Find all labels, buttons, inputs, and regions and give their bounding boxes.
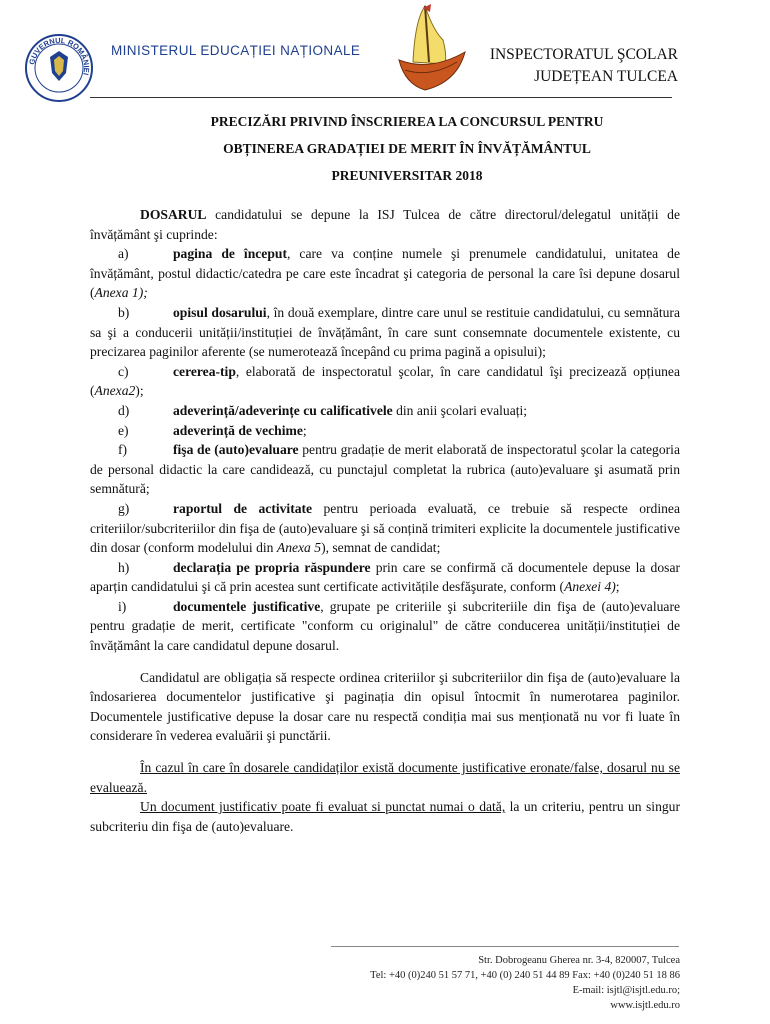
item-bold-term: documentele justificative xyxy=(173,598,321,614)
requirements-list xyxy=(90,244,680,655)
inspectorate-line2: JUDEȚEAN TULCEA xyxy=(534,68,678,85)
item-bold-term: cererea-tip xyxy=(173,363,236,379)
item-label: h) xyxy=(118,559,130,575)
document-body xyxy=(90,205,680,836)
footer-email: E-mail: isjtl@isjtl.edu.ro; xyxy=(572,985,680,996)
intro-text: candidatului se depune la ISJ Tulcea de către directorul/delegatul unității de învățământ şi cuprinde: xyxy=(90,207,680,242)
item-label: g) xyxy=(118,500,130,516)
boat-logo xyxy=(385,0,475,95)
intro-paragraph xyxy=(90,205,680,244)
list-item xyxy=(90,558,680,597)
list-item xyxy=(90,303,680,362)
item-label: i) xyxy=(118,598,127,614)
item-annex-ref: Anexa 1); xyxy=(94,285,148,301)
title-line1: PRECIZĂRI PRIVIND ÎNSCRIEREA LA CONCURSUL PENTRU xyxy=(210,114,604,129)
ministry-seal-logo xyxy=(24,33,94,103)
item-text: prin care se confirmă că documentele depuse la dosar aparțin candidatului şi că prin acestea sunt certificate activitățile desfăşurate, conform ( xyxy=(90,559,680,595)
footer-phones: Tel: +40 (0)240 51 57 71, +40 (0) 240 51 44 89 Fax: +40 (0)240 51 18 86 xyxy=(370,970,680,981)
inspectorate-line1: INSPECTORATUL ŞCOLAR xyxy=(489,46,678,63)
svg-text:GUVERNUL ROMÂNIEI: GUVERNUL ROMÂNIEI xyxy=(27,35,92,77)
list-item xyxy=(90,362,680,401)
item-text: , grupate pe criteriile şi subcriteriile din fişa de (auto)evaluare pentru gradație de merit, certificate "conform cu originalul" de către conducerea unității/instituției de învățământ la care candidatul depune dosarul. xyxy=(90,598,681,654)
title-line3: PREUNIVERSITAR 2018 xyxy=(331,168,483,183)
list-item xyxy=(90,421,680,441)
item-label: a) xyxy=(118,246,129,262)
item-tail: ), semnat de candidat; xyxy=(321,540,441,556)
footer-web: www.isjtl.edu.ro xyxy=(610,1000,680,1011)
item-bold-term: opisul dosarului xyxy=(173,304,267,320)
item-text: , care va conține numele şi prenumele candidatului, unitatea de învățământ, postul didactic/catedra pe care este încadrat şi categoria de personal la care îsi depune dosarul ( xyxy=(90,246,680,301)
title-line2: OBȚINEREA GRADAȚIEI DE MERIT ÎN ÎNVĂȚĂMÂNTUL xyxy=(223,141,591,156)
single-evaluation-rest: la un criteriu, pentru un singur subcriteriu din fişa de (auto)evaluare. xyxy=(90,799,680,834)
footer-address: Str. Dobrogeanu Gherea nr. 3-4, 820007, Tulcea xyxy=(478,955,680,966)
item-bold-term: adeverință/adeverințe cu calificativele xyxy=(173,402,393,418)
list-item xyxy=(90,499,680,558)
inspectorate-name xyxy=(490,44,678,88)
item-text: , în două exemplare, dintre care unul se restituie candidatului, cu semnătura sa şi a conducerii unității/instituției de învățământ, în care sunt consemnate documentele existente, cu precizarea paginilor aferente (se numerotează începând cu prima pagină a opisului); xyxy=(90,304,680,360)
single-evaluation-underlined: Un document justificativ poate fi evaluat si punctat numai o dată, xyxy=(140,799,506,815)
item-bold-term: declarația pe propria răspundere xyxy=(173,559,371,575)
footer-rule xyxy=(331,946,679,947)
item-text: pentru gradație de merit elaborată de inspectoratul şcolar la categoria de personal didactic la care candidează, cu punctajul completat la rubrica (auto)evaluare şi asumată prin semnătură; xyxy=(90,442,680,497)
list-item xyxy=(90,440,680,499)
paragraph-single-evaluation xyxy=(90,797,680,836)
item-bold-term: adeverință de vechime xyxy=(173,422,303,438)
item-label: d) xyxy=(118,402,130,418)
paragraph-order: Candidatul are obligația să respecte ordinea criteriilor şi subcriteriilor din fişa de (auto)evaluare la îndosarierea documentelor justificative şi paginația din opisul întocmit în numerotarea paginilor. Documentele justificative depuse la dosar care nu respectă condiția mai sus menționată nu vor fi luate în considerare în vederea evaluării şi punctării. xyxy=(90,669,680,744)
item-bold-term: fişa de (auto)evaluare xyxy=(173,442,299,458)
item-annex-ref: Anexa 5 xyxy=(276,540,322,556)
list-item xyxy=(90,244,680,303)
item-label: c) xyxy=(118,363,129,379)
list-item xyxy=(90,401,680,421)
document-title xyxy=(90,108,724,189)
list-item xyxy=(90,597,680,656)
header-rule xyxy=(90,97,672,98)
paragraph-false-documents: În cazul în care în dosarele candidaților există documente justificative eronate/false, dosarul nu se evaluează. xyxy=(90,760,680,795)
item-tail: ; xyxy=(615,579,620,595)
item-bold-term: pagina de început xyxy=(173,246,287,262)
footer-contact xyxy=(370,953,680,1013)
item-label: f) xyxy=(118,442,128,458)
intro-bold: DOSARUL xyxy=(140,207,207,222)
item-annex-ref: Anexei 4) xyxy=(564,579,616,595)
item-annex-ref: Anexa2 xyxy=(94,383,136,399)
item-text: ; xyxy=(302,422,307,438)
item-tail: ); xyxy=(135,383,144,399)
item-label: b) xyxy=(118,304,130,320)
ministry-name: MINISTERUL EDUCAȚIEI NAȚIONALE xyxy=(111,43,361,58)
item-label: e) xyxy=(118,422,129,438)
item-text: , elaborată de inspectoratul şcolar, în care candidatul îşi precizează opțiunea ( xyxy=(90,363,680,399)
item-text: din anii şcolari evaluați; xyxy=(392,402,528,418)
item-text: pentru perioada evaluată, ce trebuie să respecte ordinea criteriilor/subcriteriilor din fişa de (auto)evaluare şi să conțină trimiteri explicite la documentele justificative din dosar (conform modelului din xyxy=(90,500,680,556)
item-bold-term: raportul de activitate xyxy=(173,500,313,516)
